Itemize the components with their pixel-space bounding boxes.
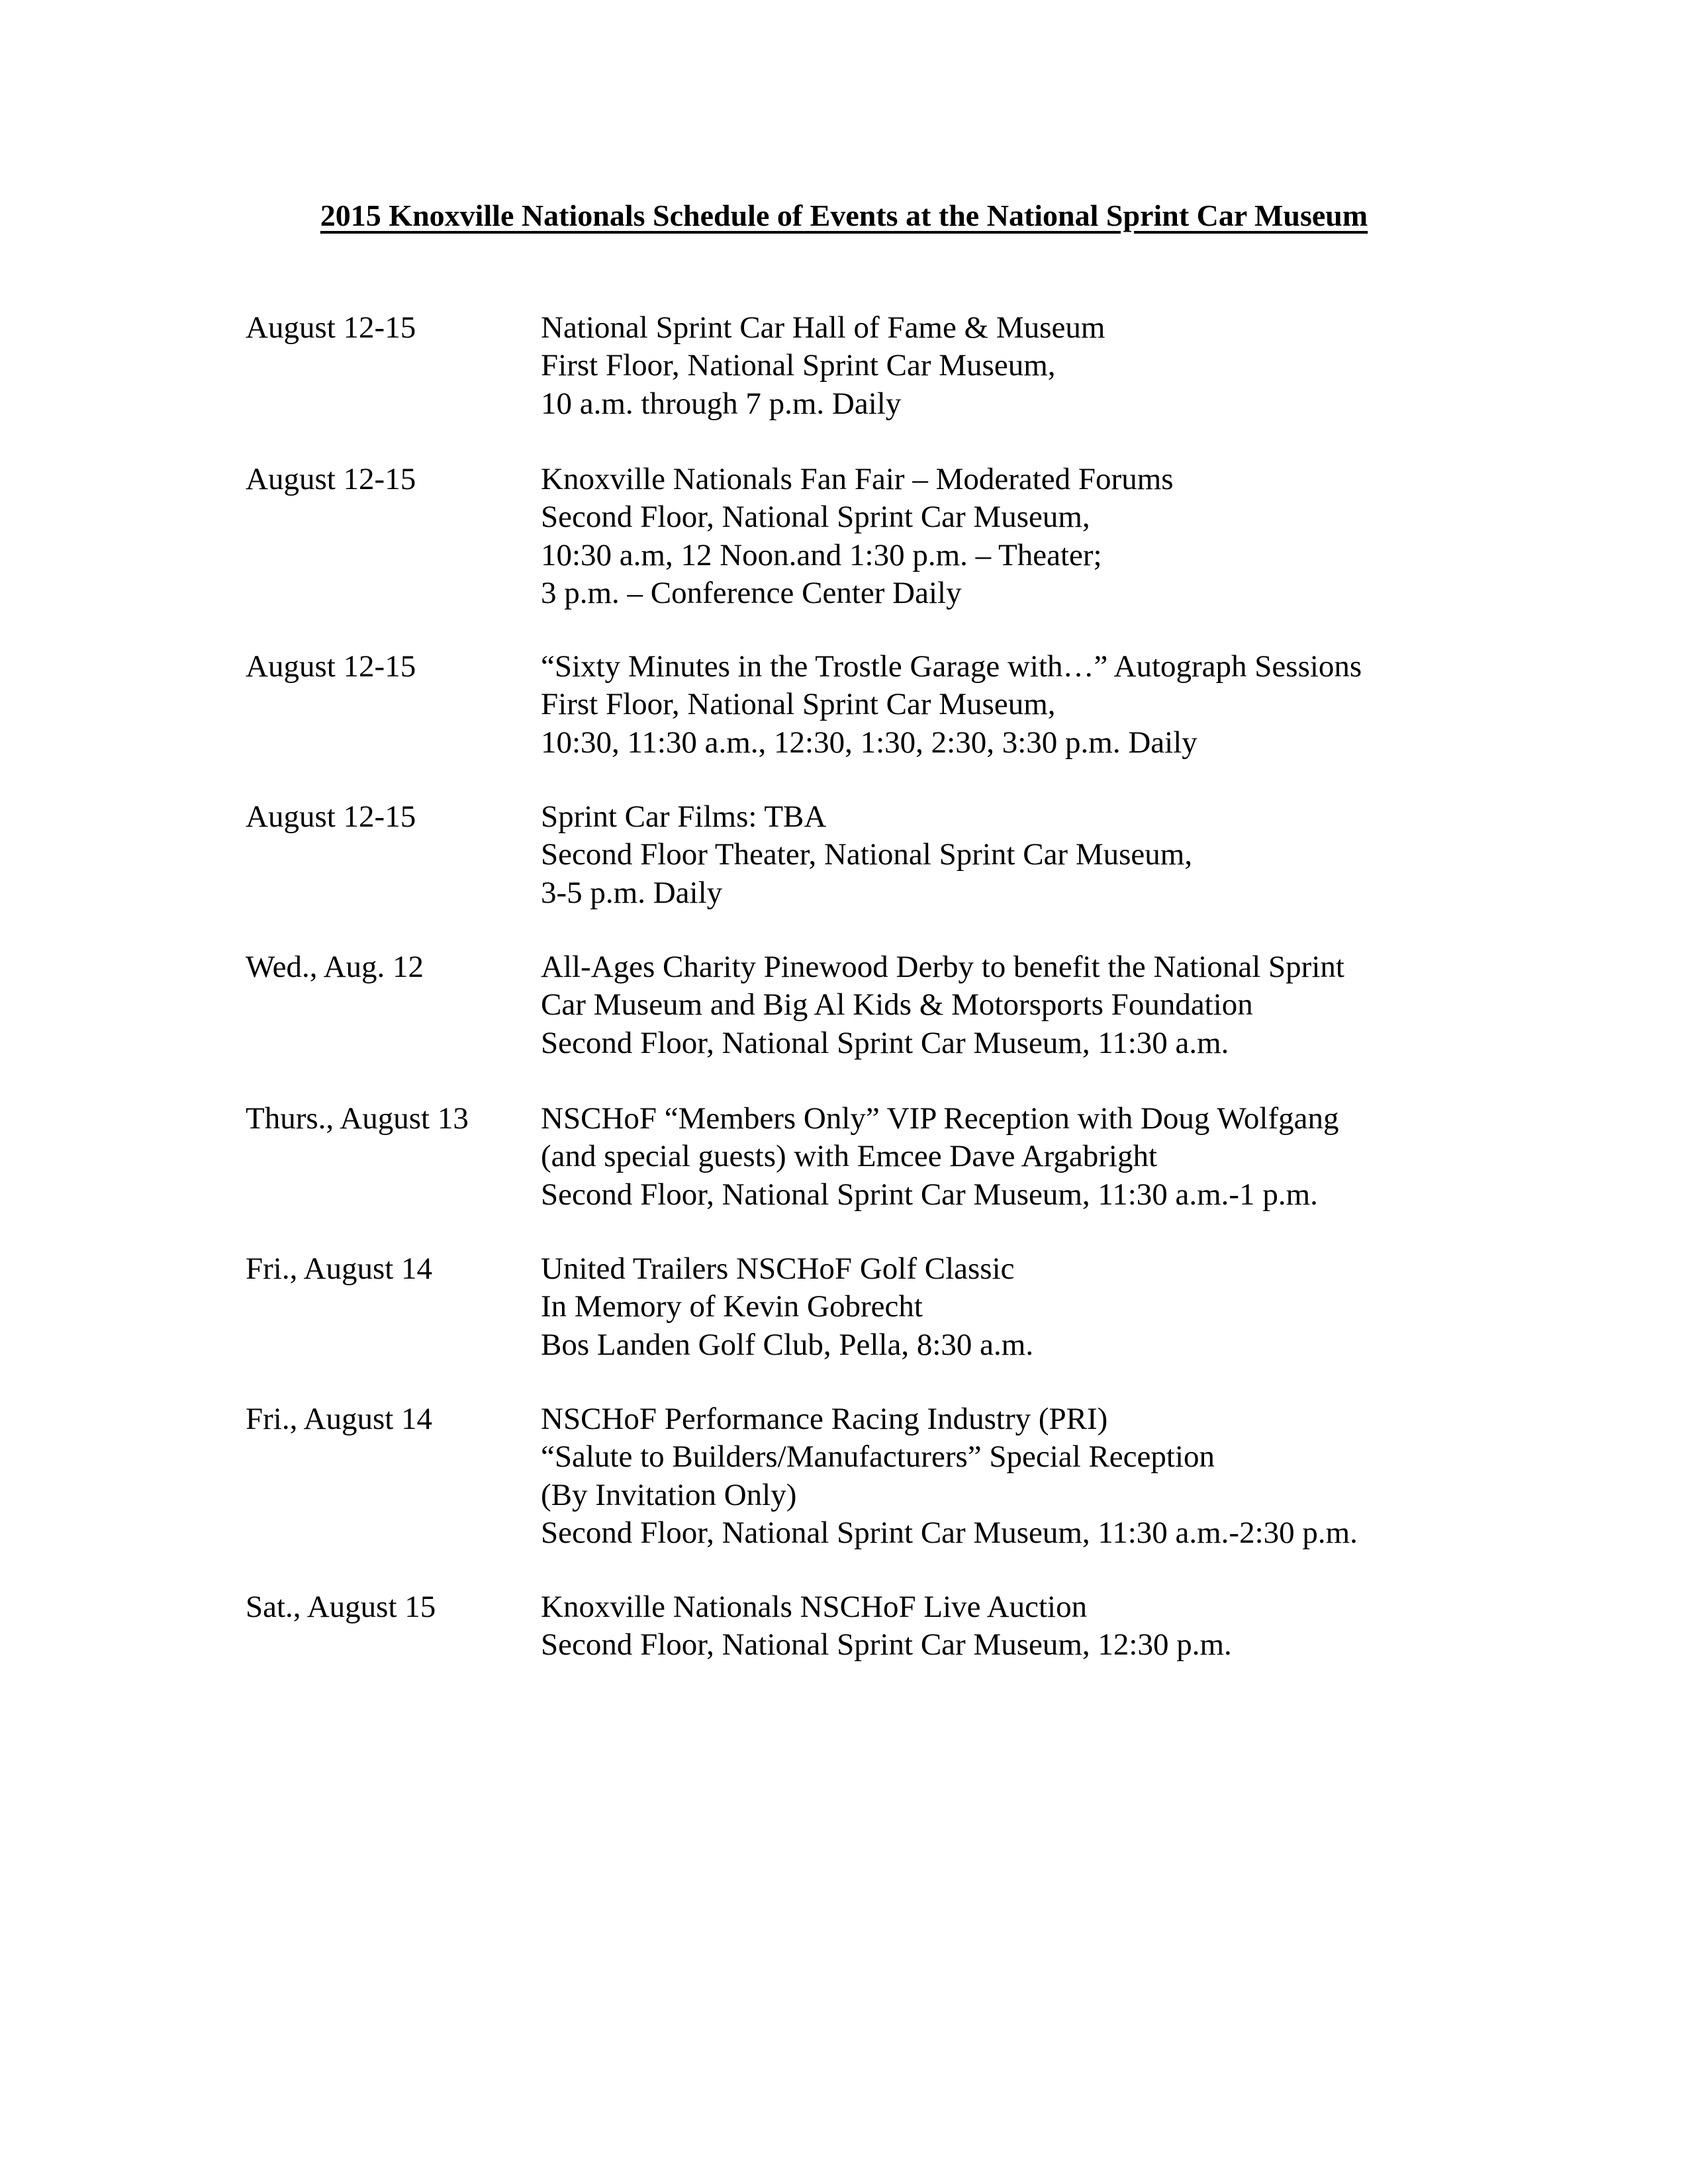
event-line: Second Floor, National Sprint Car Museum, 11:30 a.m.-1 p.m. bbox=[541, 1177, 1318, 1212]
event-line: Car Museum and Big Al Kids & Motorsports Foundation bbox=[541, 987, 1253, 1023]
event-line: “Salute to Builders/Manufacturers” Special Reception bbox=[541, 1439, 1215, 1475]
event-description bbox=[541, 1588, 1232, 1664]
event-line: NSCHoF “Members Only” VIP Reception with Doug Wolfgang bbox=[541, 1101, 1339, 1136]
event-line: Knoxville Nationals NSCHoF Live Auction bbox=[541, 1590, 1088, 1624]
event-date: Fri., August 14 bbox=[246, 1402, 433, 1436]
event-line: NSCHoF Performance Racing Industry (PRI) bbox=[541, 1402, 1108, 1436]
event-line: 10 a.m. through 7 p.m. Daily bbox=[541, 386, 902, 421]
event-date: Thurs., August 13 bbox=[246, 1101, 469, 1136]
event-date: August 12-15 bbox=[246, 649, 416, 684]
event-date: August 12-15 bbox=[246, 310, 416, 345]
event-description bbox=[541, 1250, 1033, 1364]
event-line: National Sprint Car Hall of Fame & Museum bbox=[541, 310, 1105, 345]
event-description bbox=[541, 309, 1105, 423]
event-line: (By Invitation Only) bbox=[541, 1477, 797, 1512]
event-line: 10:30, 11:30 a.m., 12:30, 1:30, 2:30, 3:30 p.m. Daily bbox=[541, 725, 1197, 760]
event-line: In Memory of Kevin Gobrecht bbox=[541, 1289, 923, 1324]
title-text: 2015 Knoxville Nationals Schedule of Events at the National Sprint Car Museum bbox=[320, 199, 1368, 232]
event-description bbox=[541, 461, 1174, 612]
event-line: First Floor, National Sprint Car Museum, bbox=[541, 348, 1056, 383]
event-line: Knoxville Nationals Fan Fair – Moderated Forums bbox=[541, 462, 1174, 496]
event-description bbox=[541, 798, 1192, 912]
event-line: Second Floor, National Sprint Car Museum, bbox=[541, 500, 1090, 535]
event-line: Second Floor, National Sprint Car Museum, 11:30 a.m. bbox=[541, 1025, 1229, 1060]
event-date: August 12-15 bbox=[246, 799, 416, 834]
event-line: (and special guests) with Emcee Dave Argabright bbox=[541, 1139, 1158, 1174]
event-line: Second Floor, National Sprint Car Museum, 12:30 p.m. bbox=[541, 1627, 1232, 1662]
event-line: All-Ages Charity Pinewood Derby to benefit the National Sprint bbox=[541, 950, 1344, 984]
event-description bbox=[541, 648, 1362, 762]
event-line: 3 p.m. – Conference Center Daily bbox=[541, 575, 962, 610]
event-line: United Trailers NSCHoF Golf Classic bbox=[541, 1251, 1015, 1286]
event-description bbox=[541, 1100, 1339, 1214]
event-line: “Sixty Minutes in the Trostle Garage with…” Autograph Sessions bbox=[541, 649, 1362, 684]
event-line: 3-5 p.m. Daily bbox=[541, 875, 723, 910]
event-date: August 12-15 bbox=[246, 462, 416, 496]
document-title bbox=[0, 196, 1688, 236]
event-description bbox=[541, 948, 1344, 1062]
event-line: Bos Landen Golf Club, Pella, 8:30 a.m. bbox=[541, 1327, 1034, 1362]
event-description bbox=[541, 1400, 1358, 1552]
event-line: Second Floor Theater, National Sprint Car Museum, bbox=[541, 837, 1193, 872]
event-date: Fri., August 14 bbox=[246, 1251, 433, 1286]
event-line: Second Floor, National Sprint Car Museum, 11:30 a.m.-2:30 p.m. bbox=[541, 1515, 1358, 1550]
event-line: Sprint Car Films: TBA bbox=[541, 799, 827, 834]
event-date: Wed., Aug. 12 bbox=[246, 950, 424, 984]
event-line: 10:30 a.m, 12 Noon.and 1:30 p.m. – Theater; bbox=[541, 537, 1102, 572]
event-line: First Floor, National Sprint Car Museum, bbox=[541, 687, 1056, 722]
event-date: Sat., August 15 bbox=[246, 1590, 436, 1624]
